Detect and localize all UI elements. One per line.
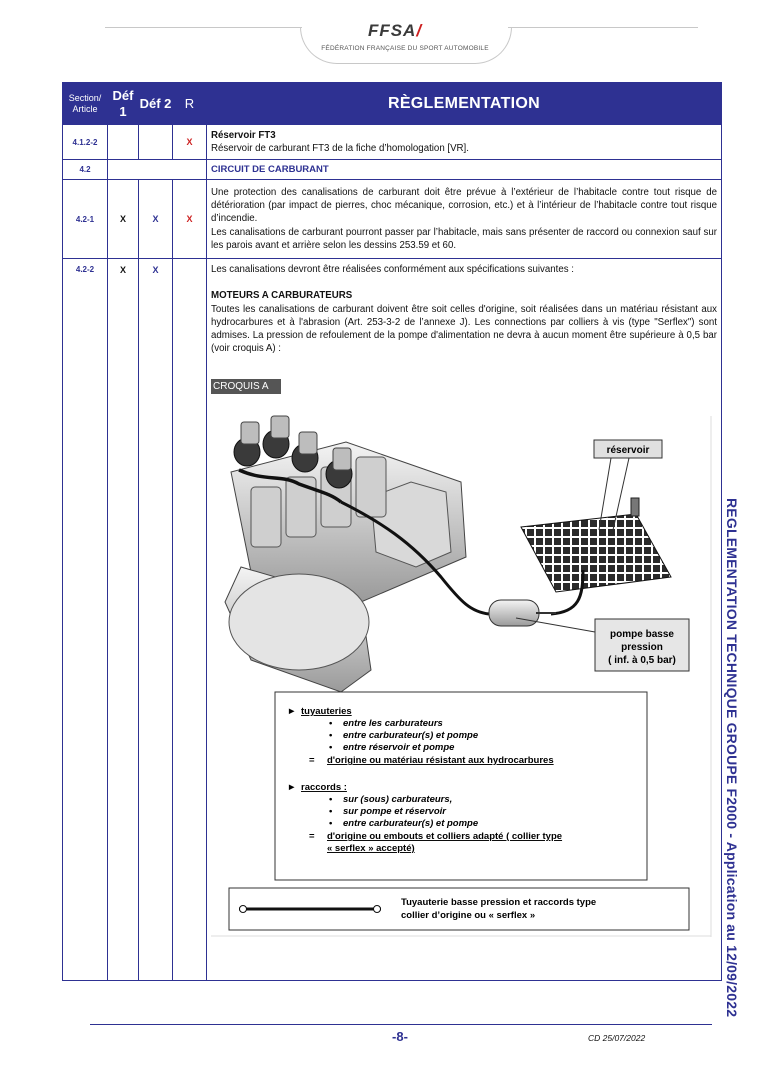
footer-line (90, 1024, 712, 1025)
header-r: R (173, 83, 207, 125)
table-row (63, 160, 722, 180)
side-title (716, 498, 746, 1023)
row-title: Réservoir FT3 (211, 129, 276, 141)
dot-marker: • (329, 718, 333, 730)
croquis-label: CROQUIS A (211, 379, 281, 394)
box1-item: entre réservoir et pompe (343, 742, 455, 754)
reservoir-illustration (521, 440, 671, 614)
box2-eq-1: d'origine ou embouts et colliers adapté ( collier type (327, 831, 563, 843)
ffsa-subtitle: FÉDÉRATION FRANÇAISE DU SPORT AUTOMOBILE (321, 45, 489, 52)
box1-item: entre carburateur(s) et pompe (343, 730, 479, 742)
row-def1: X (108, 259, 139, 981)
box2-eq-2: « serflex » accepté) (327, 843, 415, 855)
row-intro: Les canalisations devront être réalisées conformément aux spécifications suivantes : (211, 264, 574, 275)
page-number: -8- (392, 1029, 408, 1044)
row-text: Réservoir de carburant FT3 de la fiche d’homologation [VR]. (211, 143, 469, 154)
table-row (63, 259, 722, 981)
row-empty (108, 160, 207, 180)
row-title: CIRCUIT DE CARBURANT (207, 160, 722, 180)
table-row (63, 180, 722, 259)
ffsa-logo: FFSA/ (367, 21, 423, 40)
bullet-marker: ► (287, 706, 297, 718)
row-section: 4.2-1 (63, 180, 108, 259)
pump-label-2: pression (621, 642, 663, 654)
row-r: X (173, 180, 207, 259)
row-def1: X (108, 180, 139, 259)
row-def2: X (139, 259, 173, 981)
box1-eq: d'origine ou matériau résistant aux hydrocarbures (327, 755, 554, 767)
reservoir-label: réservoir (606, 445, 650, 457)
row-content (207, 125, 722, 160)
pump-label-1: pompe basse (610, 629, 674, 641)
pump-illustration (489, 600, 689, 671)
row-content (207, 180, 722, 259)
fuel-circuit-diagram (211, 402, 715, 937)
footer-date: CD 25/07/2022 (588, 1033, 646, 1043)
side-title-text: REGLEMENTATION TECHNIQUE GROUPE F2000 - Application au 12/09/2022 (724, 498, 740, 1018)
header-section: Section/ Article (63, 83, 108, 125)
box1-item: entre les carburateurs (343, 718, 443, 730)
bullet-marker: ► (287, 782, 297, 794)
legend-box (229, 888, 689, 930)
eq-marker: = (309, 831, 315, 843)
dot-marker: • (329, 742, 333, 754)
box1-title: tuyauteries (301, 706, 352, 718)
croquis-figure (211, 402, 715, 937)
header-reglementation: RÈGLEMENTATION (207, 83, 722, 125)
box2-item: entre carburateur(s) et pompe (343, 818, 479, 830)
dot-marker: • (329, 818, 333, 830)
row-text: Une protection des canalisations de carburant doit être prévue à l’extérieur de l’habitacle contre tout risque de détérioration (par impact de pierres, choc mécanique, corrosion, etc.) et à l’intérieur de l’habitacle contre tout risque d’incendie. (211, 186, 717, 225)
row-def2 (139, 125, 173, 160)
header-def1: Déf 1 (108, 83, 139, 125)
row-content (207, 259, 722, 981)
header-line-right (508, 27, 698, 28)
engine-illustration (225, 416, 489, 692)
header-line-left (105, 27, 302, 28)
table-header-row (63, 83, 722, 125)
spec-box (275, 692, 647, 880)
row-def1 (108, 125, 139, 160)
box2-item: sur pompe et réservoir (343, 806, 446, 818)
header-def2: Déf 2 (139, 83, 173, 125)
pump-label-3: ( inf. à 0,5 bar) (608, 655, 676, 667)
legend-line-1: Tuyauterie basse pression et raccords type (401, 897, 597, 909)
row-def2: X (139, 180, 173, 259)
dot-marker: • (329, 794, 333, 806)
box2-title: raccords : (301, 782, 347, 794)
table-row (63, 125, 722, 160)
dot-marker: • (329, 730, 333, 742)
row-text: Les canalisations de carburant pourront passer par l’habitacle, mais sans présenter de raccord ou connexion sauf sur les parois avant et arrière selon les dessins 253.59 et 60. (211, 226, 717, 251)
regulation-table (62, 82, 722, 981)
dot-marker: • (329, 806, 333, 818)
legend-line-2: collier d’origine ou « serflex » (401, 910, 536, 922)
row-subtitle: MOTEURS A CARBURATEURS (211, 290, 353, 302)
row-section: 4.1.2-2 (63, 125, 108, 160)
row-r: X (173, 125, 207, 160)
row-section: 4.2-2 (63, 259, 108, 981)
box2-item: sur (sous) carburateurs, (343, 794, 453, 806)
row-section: 4.2 (63, 160, 108, 180)
row-r (173, 259, 207, 981)
eq-marker: = (309, 755, 315, 767)
row-text: Toutes les canalisations de carburant doivent être soit celles d'origine, soit réalisées dans un matériau résistant aux hydrocarbures et à l'abrasion (Art. 253-3-2 de l’annexe J). Les connections par colliers à vis (type "Serflex") sont admises. La pression de refoulement de la pompe d'alimentation ne devra à aucun moment être supérieure à 0,5 bar (voir croquis A) : (211, 303, 717, 355)
